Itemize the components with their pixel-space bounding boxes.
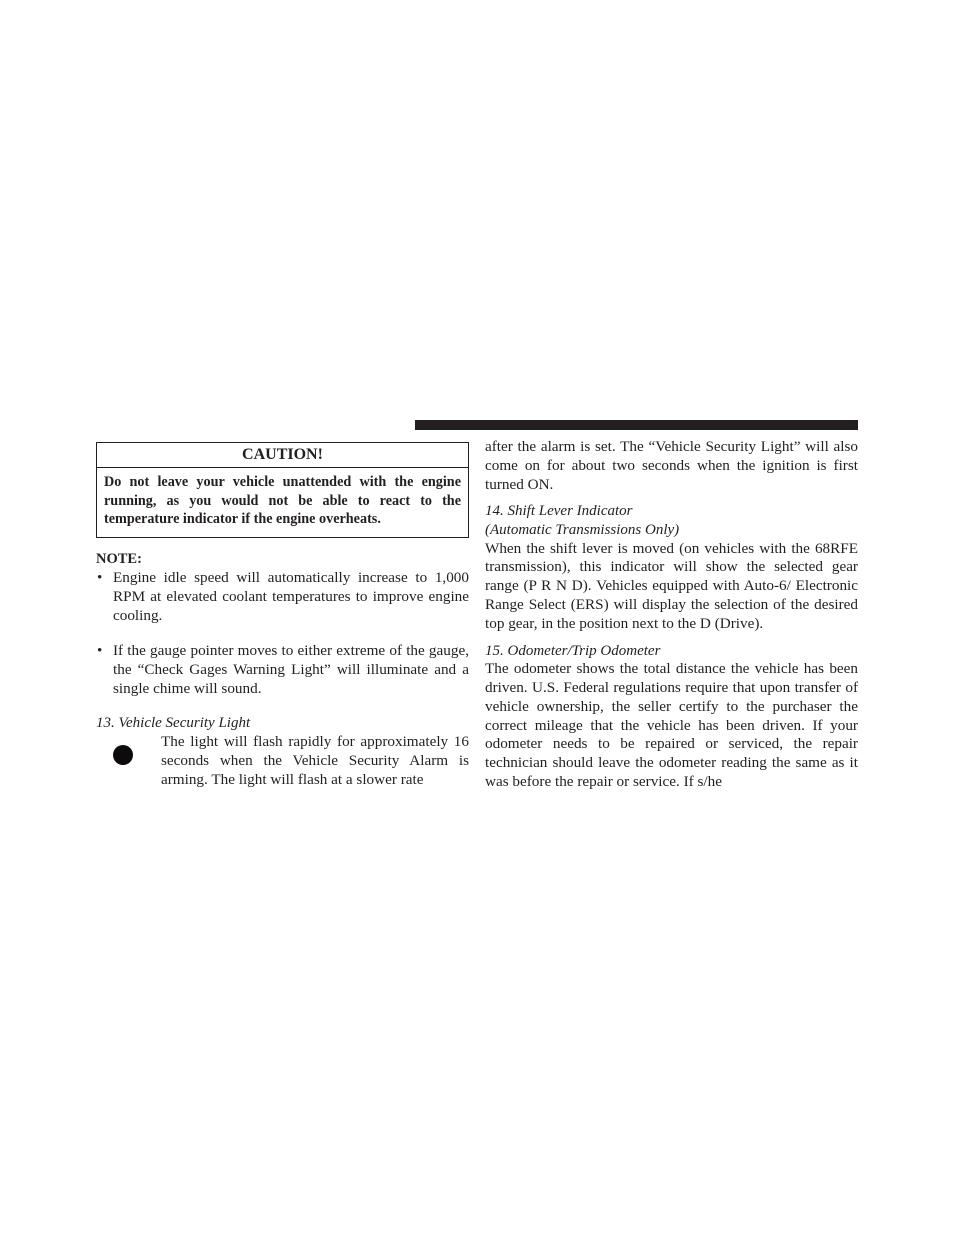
section-14-title: 14. Shift Lever Indicator <box>485 503 633 520</box>
caution-title: CAUTION! <box>97 443 468 468</box>
section-header-bar <box>415 420 858 430</box>
note-bullet-2 <box>96 641 469 698</box>
section-14-text: When the shift lever is moved (on vehicles with the 68RFE transmission), this indicator will show the selected gear range (P R N D). Vehicles equipped with Auto-6/ Electronic Range Select (ERS) will display the selection of the desired top gear, in the position next to the D (Drive). <box>485 539 858 632</box>
section-15-text: The odometer shows the total distance the vehicle has been driven. U.S. Federal regulations require that upon transfer of vehicle ownership, the seller certify to the purchaser the correct mileage that the vehicle has been driven. If your odometer needs to be repaired or serviced, the repair technician should leave the odometer reading the same as it was before the repair or service. If s/he <box>485 660 858 790</box>
section-14-subtitle: (Automatic Transmissions Only) <box>485 521 680 538</box>
caution-box <box>96 442 469 538</box>
section-13-title: 13. Vehicle Security Light <box>96 715 251 732</box>
vehicle-security-light-icon <box>113 745 133 765</box>
note-bullet-text: Engine idle speed will automatically increase to 1,000 RPM at elevated coolant temperatures to improve engine cooling. <box>113 569 469 625</box>
note-bullet-1 <box>96 568 469 625</box>
left-column <box>96 442 469 789</box>
note-bullet-text: If the gauge pointer moves to either extreme of the gauge, the “Check Gages Warning Light” will illuminate and a single chime will sound. <box>113 642 469 698</box>
continuation-paragraph: after the alarm is set. The “Vehicle Security Light” will also come on for about two seconds when the ignition is first turned ON. <box>485 438 858 493</box>
section-13-text: The light will flash rapidly for approximately 16 seconds when the Vehicle Security Alarm is arming. The light will flash at a slower rate <box>161 732 469 788</box>
caution-body: Do not leave your vehicle unattended with the engine running, as you would not be able to react to the temperature indicator if the engine overheats. <box>104 474 461 528</box>
right-column <box>485 438 858 792</box>
note-label: NOTE: <box>96 550 142 567</box>
vehicle-security-light-row <box>96 733 469 789</box>
bullet-dot-icon: • <box>97 642 103 660</box>
section-15-title: 15. Odometer/Trip Odometer <box>485 642 661 659</box>
bullet-dot-icon: • <box>97 569 103 587</box>
